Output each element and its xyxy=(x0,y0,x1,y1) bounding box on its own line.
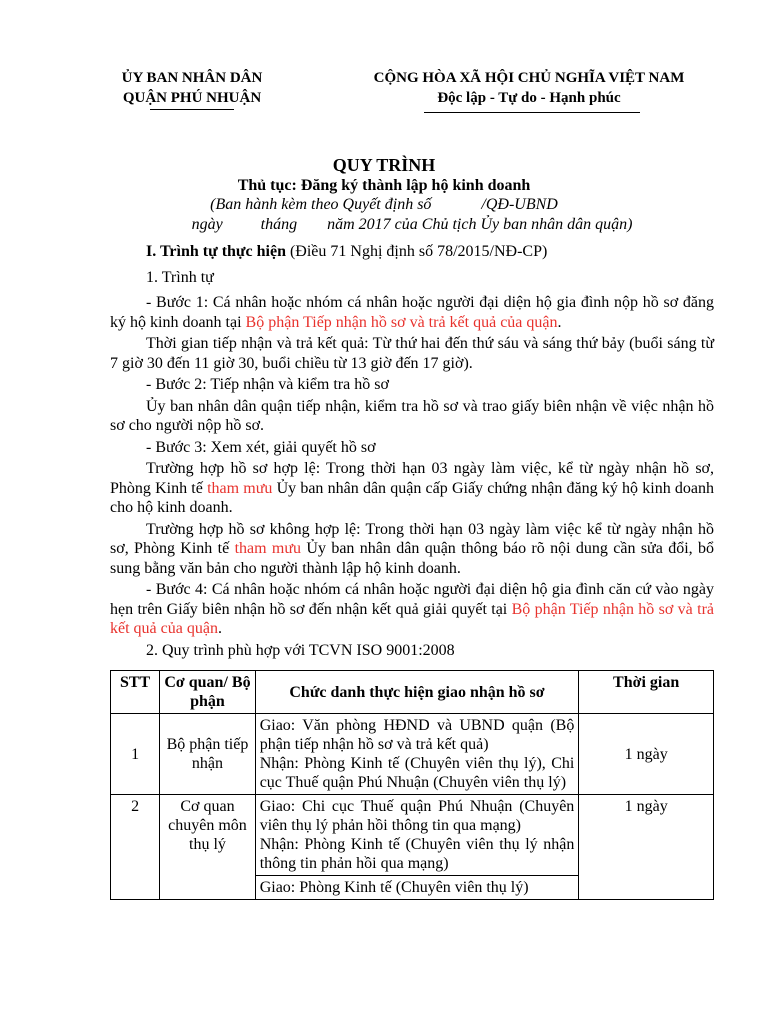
row-role xyxy=(255,795,579,900)
date-month: tháng xyxy=(260,216,298,233)
col-header-role: Chức danh thực hiện giao nhận hồ sơ xyxy=(255,671,579,714)
step-1-end: . xyxy=(557,313,562,331)
col-header-org: Cơ quan/ Bộ phận xyxy=(160,671,255,714)
row-stt: 1 xyxy=(111,714,160,795)
section-heading-ref: (Điều 71 Nghị định số 78/2015/NĐ-CP) xyxy=(285,243,548,260)
issuance-text: (Ban hành kèm theo Quyết định số xyxy=(210,196,432,213)
authority-line-1: ỦY BAN NHÂN DÂN xyxy=(121,70,263,86)
invalid-case xyxy=(110,520,714,579)
table-row xyxy=(111,714,714,795)
row-time: 1 ngày xyxy=(579,714,714,795)
date-year: năm 2017 của Chủ tịch Ủy ban nhân dân quận) xyxy=(327,216,633,233)
valid-case xyxy=(110,459,714,518)
row-receive: Nhận: Phòng Kinh tế (Chuyên viên thụ lý), Chi cục Thuế quận Phú Nhuận (Chuyên viên thụ lý) xyxy=(259,755,575,791)
issuance-line xyxy=(0,196,768,214)
national-motto xyxy=(344,68,714,108)
table-row xyxy=(111,795,714,900)
country-name: CỘNG HÒA XÃ HỘI CHỦ NGHĨA VIỆT NAM xyxy=(373,70,685,86)
procedure-title: Thủ tục: Đăng ký thành lập hộ kinh doanh xyxy=(237,177,531,194)
motto: Độc lập - Tự do - Hạnh phúc xyxy=(437,90,621,106)
authority-line-2: QUẬN PHÚ NHUẬN xyxy=(122,90,262,106)
step-4-text: - Bước 4: Cá nhân hoặc nhóm cá nhân hoặc người đại diện hộ gia đình căn cứ vào ngày hẹn trên Giấy biên nhận hồ sơ đến nhận kết quả giải quyết tại xyxy=(110,581,714,618)
table-header-row xyxy=(111,671,714,714)
invalid-case-a: Trường hợp hồ sơ không hợp lệ: Trong thời hạn 03 ngày làm việc kể từ ngày nhận hồ sơ, Phòng Kinh tế xyxy=(110,520,714,557)
reception-hours: Thời gian tiếp nhận và trả kết quả: Từ thứ hai đến thứ sáu và sáng thứ bảy (buổi sáng từ 7 giờ 30 đến 11 giờ 30, buổi chiều từ 13 giờ đến 17 giờ). xyxy=(110,335,714,372)
date-day: ngày xyxy=(191,216,223,233)
row-time: 1 ngày xyxy=(579,795,714,900)
step-2: - Bước 2: Tiếp nhận và kiểm tra hồ sơ xyxy=(146,376,389,393)
invalid-case-advise: tham mưu xyxy=(234,540,302,557)
step-4 xyxy=(110,580,714,639)
motto-underline xyxy=(424,112,640,113)
step-4-end: . xyxy=(217,620,222,637)
step-4-office: Bộ phận Tiếp nhận hồ sơ và trả kết quả của quận xyxy=(110,600,714,637)
row-stt: 2 xyxy=(111,795,160,900)
row-give: Giao: Chi cục Thuế quận Phú Nhuận (Chuyên viên thụ lý phản hồi thông tin qua mạng) xyxy=(259,798,575,834)
section-heading xyxy=(110,242,714,262)
invalid-case-b: Ủy ban nhân dân quận thông báo rõ nội dung cần sửa đổi, bổ sung bằng văn bản cho người thành lập hộ kinh doanh. xyxy=(110,540,714,577)
row-org: Cơ quan chuyên môn thụ lý xyxy=(160,795,255,900)
authority-underline xyxy=(150,109,234,110)
row-org: Bộ phận tiếp nhận xyxy=(160,714,255,795)
step-2-detail: Ủy ban nhân dân quận tiếp nhận, kiểm tra hồ sơ và trao giấy biên nhận về việc nhận hồ sơ cho người nộp hồ sơ. xyxy=(110,397,714,434)
row-extra: Giao: Phòng Kinh tế (Chuyên viên thụ lý) xyxy=(256,875,579,897)
subsection-2: 2. Quy trình phù hợp với TCVN ISO 9001:2008 xyxy=(146,641,455,659)
document-title: QUY TRÌNH xyxy=(332,155,436,175)
valid-case-b: Ủy ban nhân dân quận cấp Giấy chứng nhận đăng ký hộ kinh doanh cho hộ kinh doanh. xyxy=(110,479,714,516)
valid-case-a: Trường hợp hồ sơ hợp lệ: Trong thời hạn 03 ngày làm việc, kể từ ngày nhận hồ sơ, Phòng Kinh tế xyxy=(110,460,714,497)
step-1-text: - Bước 1: Cá nhân hoặc nhóm cá nhân hoặc người đại diện hộ gia đình nộp hồ sơ đăng ký hộ kinh doanh tại xyxy=(110,294,714,331)
step-1 xyxy=(110,293,714,332)
section-body xyxy=(110,242,714,662)
issuance-date-line xyxy=(28,216,768,234)
row-give: Giao: Văn phòng HĐND và UBND quận (Bộ phận tiếp nhận hồ sơ và trả kết quả) xyxy=(259,717,575,753)
step-1-office: Bộ phận Tiếp nhận hồ sơ và trả kết quả của quận xyxy=(245,313,558,331)
row-receive: Nhận: Phòng Kinh tế (Chuyên viên thụ lý nhận thông tin phản hồi qua mạng) xyxy=(259,836,575,872)
col-header-stt: STT xyxy=(111,671,160,714)
subsection-1: 1. Trình tự xyxy=(146,268,214,286)
step-3: - Bước 3: Xem xét, giải quyết hồ sơ xyxy=(146,438,376,456)
decision-number: /QĐ-UBND xyxy=(481,196,558,213)
process-table xyxy=(110,670,714,900)
valid-case-advise: tham mưu xyxy=(207,479,273,497)
issuing-authority xyxy=(100,68,284,108)
row-role xyxy=(255,714,579,795)
col-header-time: Thời gian xyxy=(579,671,714,714)
section-heading-bold: I. Trình tự thực hiện xyxy=(146,243,286,260)
